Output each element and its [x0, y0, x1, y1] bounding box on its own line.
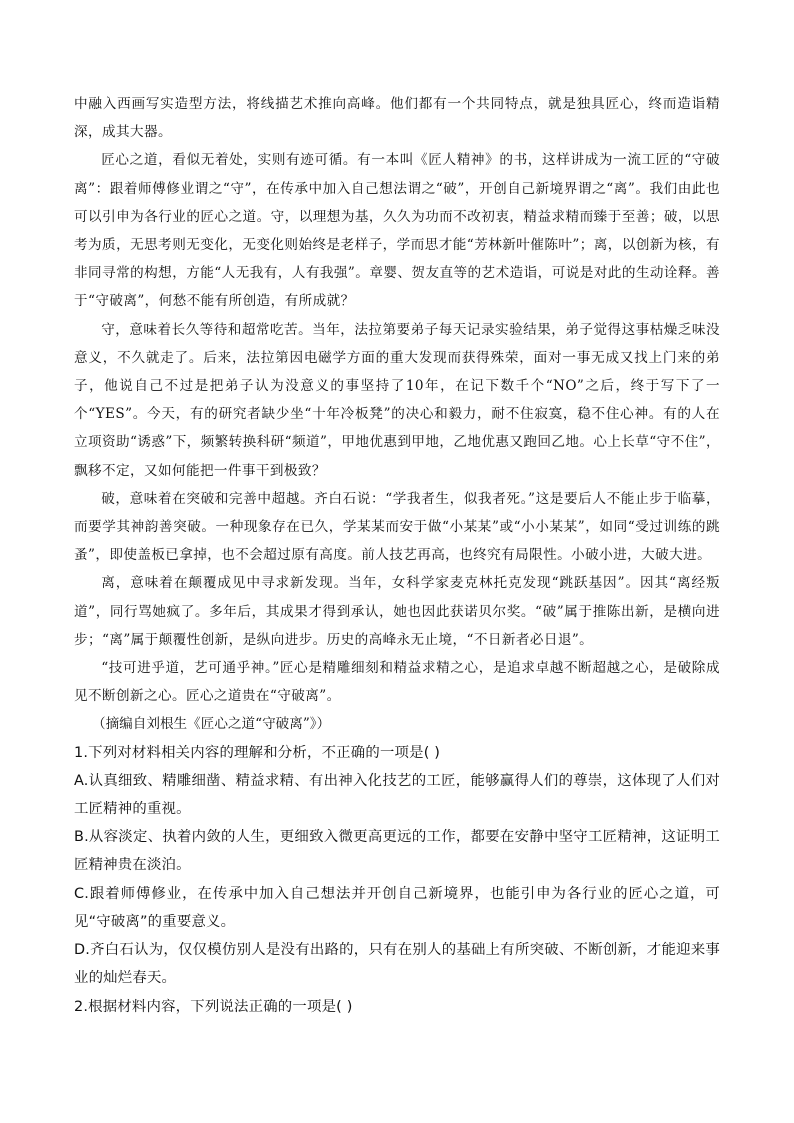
question-option-a: A.认真细致、精雕细凿、精益求精、有出神入化技艺的工匠，能够赢得人们的尊崇，这体现了人们对工匠精神的重视。 — [74, 772, 720, 818]
passage-paragraph: 匠心之道，看似无着处，实则有迹可循。有一本叫《匠人精神》的书，这样讲成为一流工匠的“守破离”：跟着师傅修业谓之“守”，在传承中加入自己想法谓之“破”，开创自己新境界谓之“离”。我们由此也可以引申为各行业的匠心之道。守，以理想为基，久久为功而不改初衷，精益求精而臻于至善；破，以思考为质，无思考则无变化，无变化则始终是老样子，学而思才能“芳林新叶催陈叶”；离，以创新为核，有非同寻常的构想，方能“人无我有，人有我强”。章婴、贺友直等的艺术造诣，可说是对此的生动诠释。善于“守破离”，何愁不能有所创造，有所成就？ — [74, 152, 720, 310]
question-list — [74, 739, 720, 1021]
question-option-d: D.齐白石认为，仅仅模仿别人是没有出路的，只有在别人的基础上有所突破、不断创新，才能迎来事业的灿烂春天。 — [74, 942, 720, 987]
passage-paragraph: 守，意味着长久等待和超常吃苦。当年，法拉第要弟子每天记录实验结果，弟子觉得这事枯燥乏味没意义，不久就走了。后来，法拉第因电磁学方面的重大发现而获得殊荣，面对一事无成又找上门来的弟子，他说自己不过是把弟子认为没意义的事坚持了10年，在记下数千个“NO”之后，终于写下了一个“YES”。今天，有的研究者缺少坐“十年冷板凳”的决心和毅力，耐不住寂寞，稳不住心神。有的人在立项资助“诱惑”下，频繁转换科研“频道”，甲地优惠到甲地，乙地优惠又跑回乙地。心上长草“守不住”，飘移不定，又如何能把一件事干到极致？ — [74, 321, 720, 479]
reading-passage — [74, 90, 720, 710]
question-option-c: C.跟着师傅修业，在传承中加入自己想法并开创自己新境界，也能引申为各行业的匠心之道，可见“守破离”的重要意义。 — [74, 885, 720, 930]
question-stem: 1.下列对材料相关内容的理解和分析，不正确的一项是( ) — [74, 744, 441, 761]
question-option-b: B.从容淡定、执着内敛的人生，更细致入微更高更远的工作，都要在安静中坚守工匠精神，这证明工匠精神贵在淡泊。 — [74, 829, 720, 874]
passage-paragraph: 破，意味着在突破和完善中超越。齐白石说：“学我者生，似我者死。”这是要后人不能止步于临摹，而要学其神韵善突破。一种现象存在已久，学某某而安于做“小某某”或“小小某某”，如同“受过训练的跳蚤”，即使盖板已拿掉，也不会超过原有高度。前人技艺再高，也终究有局限性。小破小进，大破大进。 — [74, 490, 720, 564]
passage-continuation: 中融入西画写实造型方法，将线描艺术推向高峰。他们都有一个共同特点，就是独具匠心，终而造诣精深，成其大器。 — [74, 96, 720, 141]
question-stem: 2.根据材料内容，下列说法正确的一项是( ) — [74, 998, 353, 1015]
passage-paragraph: 离，意味着在颠覆成见中寻求新发现。当年，女科学家麦克林托克发现“跳跃基因”。因其“离经叛道”，同行骂她疯了。多年后，其成果才得到承认，她也因此获诺贝尔奖。“破”属于推陈出新，是横向进步；“离”属于颠覆性创新，是纵向进步。历史的高峰永无止境，“不日新者必日退”。 — [74, 575, 720, 648]
passage-paragraph: “技可进乎道，艺可通乎神。”匠心是精雕细刻和精益求精之心，是追求卓越不断超越之心，是破除成见不断创新之心。匠心之道贵在“守破离”。 — [74, 660, 720, 705]
passage-source: （摘编自刘根生《匠心之道“守破离”》） — [92, 716, 331, 733]
